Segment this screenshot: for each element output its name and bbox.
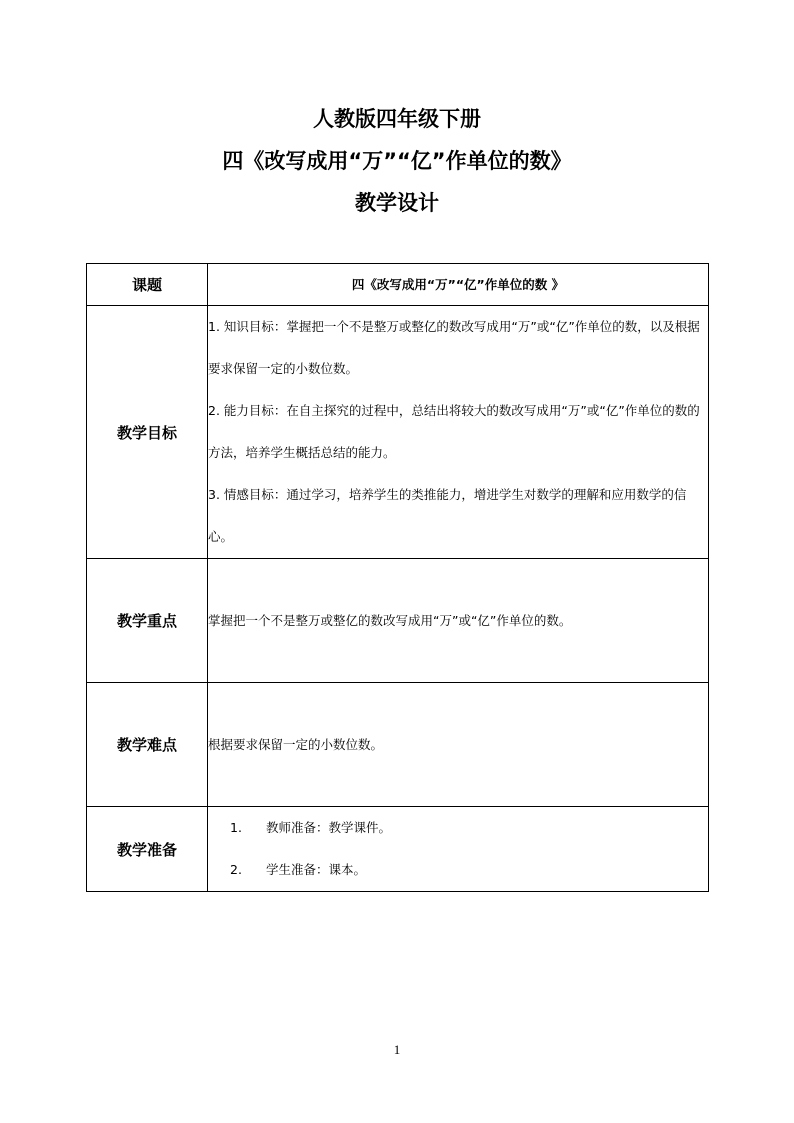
document-title-type: 教学设计 [355,191,439,215]
list-item [208,807,708,849]
objectives-label: 教学目标 [87,306,208,559]
document-title-grade: 人教版四年级下册 [313,107,481,131]
difficulties-value: 根据要求保留一定的小数位数。 [208,683,709,807]
table-row-topic [87,264,709,306]
key-points-label: 教学重点 [87,559,208,683]
lesson-plan-table [86,263,709,892]
table-row-difficulties [87,683,709,807]
objectives-cell [208,306,709,559]
topic-value: 四《改写成用“万”“亿”作单位的数 》 [208,264,709,306]
key-points-value: 掌握把一个不是整万或整亿的数改写成用“万”或“亿”作单位的数。 [208,559,709,683]
list-item-text: 学生准备：课本。 [266,862,367,877]
preparation-cell [208,807,709,892]
list-item [208,849,708,891]
objective-ability: 2. 能力目标：在自主探究的过程中，总结出将较大的数改写成用“万”或“亿”作单位的数的方法，培养学生概括总结的能力。 [208,403,700,460]
objective-emotion: 3. 情感目标：通过学习，培养学生的类推能力，增进学生对数学的理解和应用数学的信心。 [208,487,687,544]
page-number: 1 [393,1042,401,1057]
document-title-lesson: 四《改写成用“万”“亿”作单位的数》 [222,149,572,173]
table-row-preparation [87,807,709,892]
difficulties-label: 教学难点 [87,683,208,807]
list-item-text: 教师准备：教学课件。 [266,820,392,835]
list-item-number: 2. [230,862,242,877]
topic-label: 课题 [87,264,208,306]
objective-knowledge: 1. 知识目标：掌握把一个不是整万或整亿的数改写成用“万”或“亿”作单位的数，以及根据要求保留一定的小数位数。 [208,319,700,376]
list-item-number: 1. [230,820,242,835]
table-row-objectives [87,306,709,559]
preparation-label: 教学准备 [87,807,208,892]
table-row-key-points [87,559,709,683]
